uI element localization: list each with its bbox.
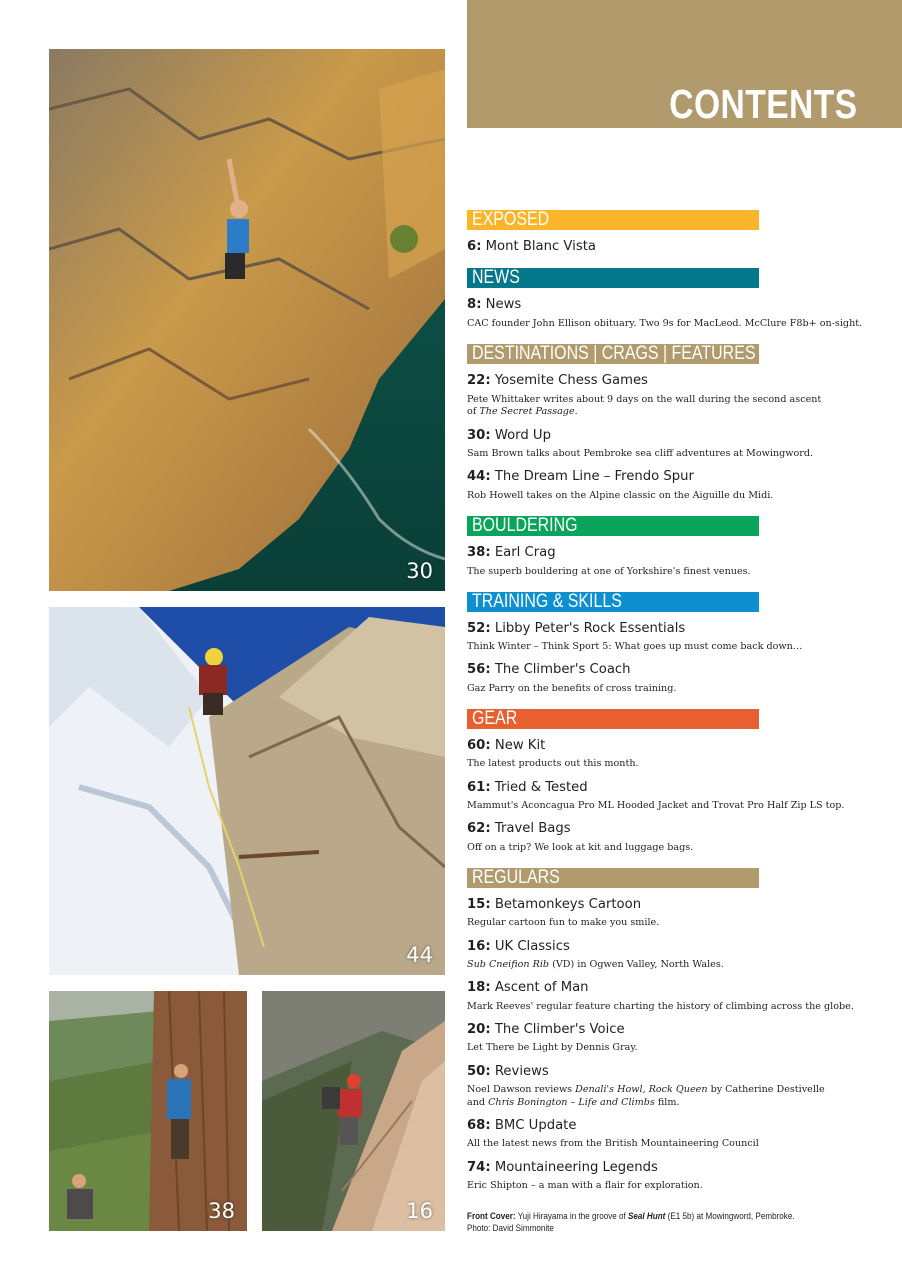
item-title: Tried & Tested bbox=[494, 780, 588, 795]
bouldering-image bbox=[49, 991, 247, 1231]
item-title: Mountaineering Legends bbox=[494, 1160, 658, 1175]
list-item[interactable]: 68: BMC Update bbox=[467, 1118, 577, 1133]
item-title: News bbox=[485, 297, 522, 312]
list-item[interactable]: 74: Mountaineering Legends bbox=[467, 1160, 658, 1175]
photo-page-number: 30 bbox=[406, 559, 433, 583]
item-description: Rob Howell takes on the Alpine classic on the Aiguille du Midi. bbox=[467, 490, 774, 501]
contents-banner bbox=[467, 0, 902, 128]
item-title: The Climber's Voice bbox=[494, 1022, 625, 1037]
cover-credit: Front Cover: Yuji Hirayama in the groove of Seal Hunt (E1 5b) at Mowingword, Pembroke. Photo: David Simmonite bbox=[467, 1211, 795, 1233]
item-title: Libby Peter's Rock Essentials bbox=[494, 621, 686, 636]
item-page: 16 bbox=[467, 939, 486, 954]
item-description: Let There be Light by Dennis Gray. bbox=[467, 1042, 638, 1053]
ice-climb-image bbox=[49, 607, 445, 975]
item-title: New Kit bbox=[494, 738, 546, 753]
item-page: 60 bbox=[467, 738, 486, 753]
item-description: Noel Dawson reviews Denali's Howl, Rock Queen by Catherine Destivelle bbox=[467, 1084, 825, 1095]
item-title: Mont Blanc Vista bbox=[485, 239, 596, 254]
item-title: UK Classics bbox=[494, 939, 570, 954]
item-title: Betamonkeys Cartoon bbox=[494, 897, 642, 912]
list-item[interactable]: 50: Reviews bbox=[467, 1064, 549, 1079]
item-description: Eric Shipton – a man with a flair for exploration. bbox=[467, 1180, 703, 1191]
page-title: CONTENTS bbox=[668, 81, 857, 127]
section-header-regulars: REGULARS bbox=[467, 868, 759, 888]
item-description: Sam Brown talks about Pembroke sea cliff adventures at Mowingword. bbox=[467, 448, 814, 459]
list-item[interactable]: 61: Tried & Tested bbox=[467, 780, 588, 795]
photo-slab-climb bbox=[262, 991, 445, 1231]
list-item[interactable]: 8: News bbox=[467, 297, 522, 312]
item-page: 38 bbox=[467, 545, 486, 560]
section-header-exposed: EXPOSED bbox=[467, 210, 759, 230]
item-description: Mammut's Aconcagua Pro ML Hooded Jacket and Trovat Pro Half Zip LS top. bbox=[467, 800, 845, 811]
list-item[interactable]: 52: Libby Peter's Rock Essentials bbox=[467, 621, 686, 636]
item-page: 61 bbox=[467, 780, 486, 795]
item-page: 8 bbox=[467, 297, 477, 312]
item-description: Off on a trip? We look at kit and luggage bags. bbox=[467, 842, 694, 853]
item-title: Ascent of Man bbox=[494, 980, 589, 995]
item-page: 30 bbox=[467, 428, 486, 443]
item-description-line2: of The Secret Passage. bbox=[467, 406, 578, 417]
item-description: The superb bouldering at one of Yorkshire's finest venues. bbox=[467, 566, 751, 577]
item-description: Regular cartoon fun to make you smile. bbox=[467, 917, 660, 928]
section-header-gear: GEAR bbox=[467, 709, 759, 729]
item-page: 68 bbox=[467, 1118, 486, 1133]
item-title: The Dream Line – Frendo Spur bbox=[494, 469, 694, 484]
item-title: Earl Crag bbox=[494, 545, 556, 560]
photo-sea-cliff bbox=[49, 49, 445, 591]
section-header-training: TRAINING & SKILLS bbox=[467, 592, 759, 612]
item-description: CAC founder John Ellison obituary. Two 9s for MacLeod. McClure F8b+ on-sight. bbox=[467, 318, 863, 329]
list-item[interactable]: 56: The Climber's Coach bbox=[467, 662, 631, 677]
item-page: 6 bbox=[467, 239, 477, 254]
item-description: Think Winter – Think Sport 5: What goes up must come back down… bbox=[467, 641, 803, 652]
list-item[interactable]: 44: The Dream Line – Frendo Spur bbox=[467, 469, 694, 484]
item-description: The latest products out this month. bbox=[467, 758, 639, 769]
list-item[interactable]: 6: Mont Blanc Vista bbox=[467, 239, 596, 254]
list-item[interactable]: 62: Travel Bags bbox=[467, 821, 571, 836]
list-item[interactable]: 22: Yosemite Chess Games bbox=[467, 373, 648, 388]
item-page: 15 bbox=[467, 897, 486, 912]
section-header-news: NEWS bbox=[467, 268, 759, 288]
photo-bouldering bbox=[49, 991, 247, 1231]
photo-credit: Photo: David Simmonite bbox=[467, 1223, 554, 1233]
item-description: Pete Whittaker writes about 9 days on the wall during the second ascent bbox=[467, 394, 822, 405]
section-header-bouldering: BOULDERING bbox=[467, 516, 759, 536]
item-page: 22 bbox=[467, 373, 486, 388]
item-title: The Climber's Coach bbox=[494, 662, 631, 677]
item-page: 56 bbox=[467, 662, 486, 677]
item-title: Reviews bbox=[494, 1064, 549, 1079]
item-page: 62 bbox=[467, 821, 486, 836]
item-title: Word Up bbox=[494, 428, 551, 443]
item-description: Gaz Parry on the benefits of cross training. bbox=[467, 683, 677, 694]
item-page: 74 bbox=[467, 1160, 486, 1175]
list-item[interactable]: 38: Earl Crag bbox=[467, 545, 556, 560]
section-header-destinations: DESTINATIONS | CRAGS | FEATURES bbox=[467, 344, 759, 364]
item-page: 20 bbox=[467, 1022, 486, 1037]
list-item[interactable]: 15: Betamonkeys Cartoon bbox=[467, 897, 642, 912]
item-title: BMC Update bbox=[494, 1118, 577, 1133]
item-description: Sub Cneifion Rib (VD) in Ogwen Valley, North Wales. bbox=[467, 959, 724, 970]
list-item[interactable]: 18: Ascent of Man bbox=[467, 980, 589, 995]
list-item[interactable]: 30: Word Up bbox=[467, 428, 551, 443]
item-title: Travel Bags bbox=[494, 821, 571, 836]
item-title: Yosemite Chess Games bbox=[494, 373, 648, 388]
item-page: 52 bbox=[467, 621, 486, 636]
slab-climb-image bbox=[262, 991, 445, 1231]
item-page: 18 bbox=[467, 980, 486, 995]
sea-cliff-image bbox=[49, 49, 445, 591]
photo-ice-climb bbox=[49, 607, 445, 975]
item-description: All the latest news from the British Mountaineering Council bbox=[467, 1138, 759, 1149]
list-item[interactable]: 20: The Climber's Voice bbox=[467, 1022, 625, 1037]
photo-page-number: 44 bbox=[406, 943, 433, 967]
list-item[interactable]: 60: New Kit bbox=[467, 738, 546, 753]
item-page: 50 bbox=[467, 1064, 486, 1079]
list-item[interactable]: 16: UK Classics bbox=[467, 939, 570, 954]
photo-page-number: 38 bbox=[208, 1199, 235, 1223]
item-description-line2: and Chris Bonington – Life and Climbs film. bbox=[467, 1097, 680, 1108]
item-page: 44 bbox=[467, 469, 486, 484]
item-description: Mark Reeves' regular feature charting the history of climbing across the globe. bbox=[467, 1001, 854, 1012]
photo-page-number: 16 bbox=[406, 1199, 433, 1223]
